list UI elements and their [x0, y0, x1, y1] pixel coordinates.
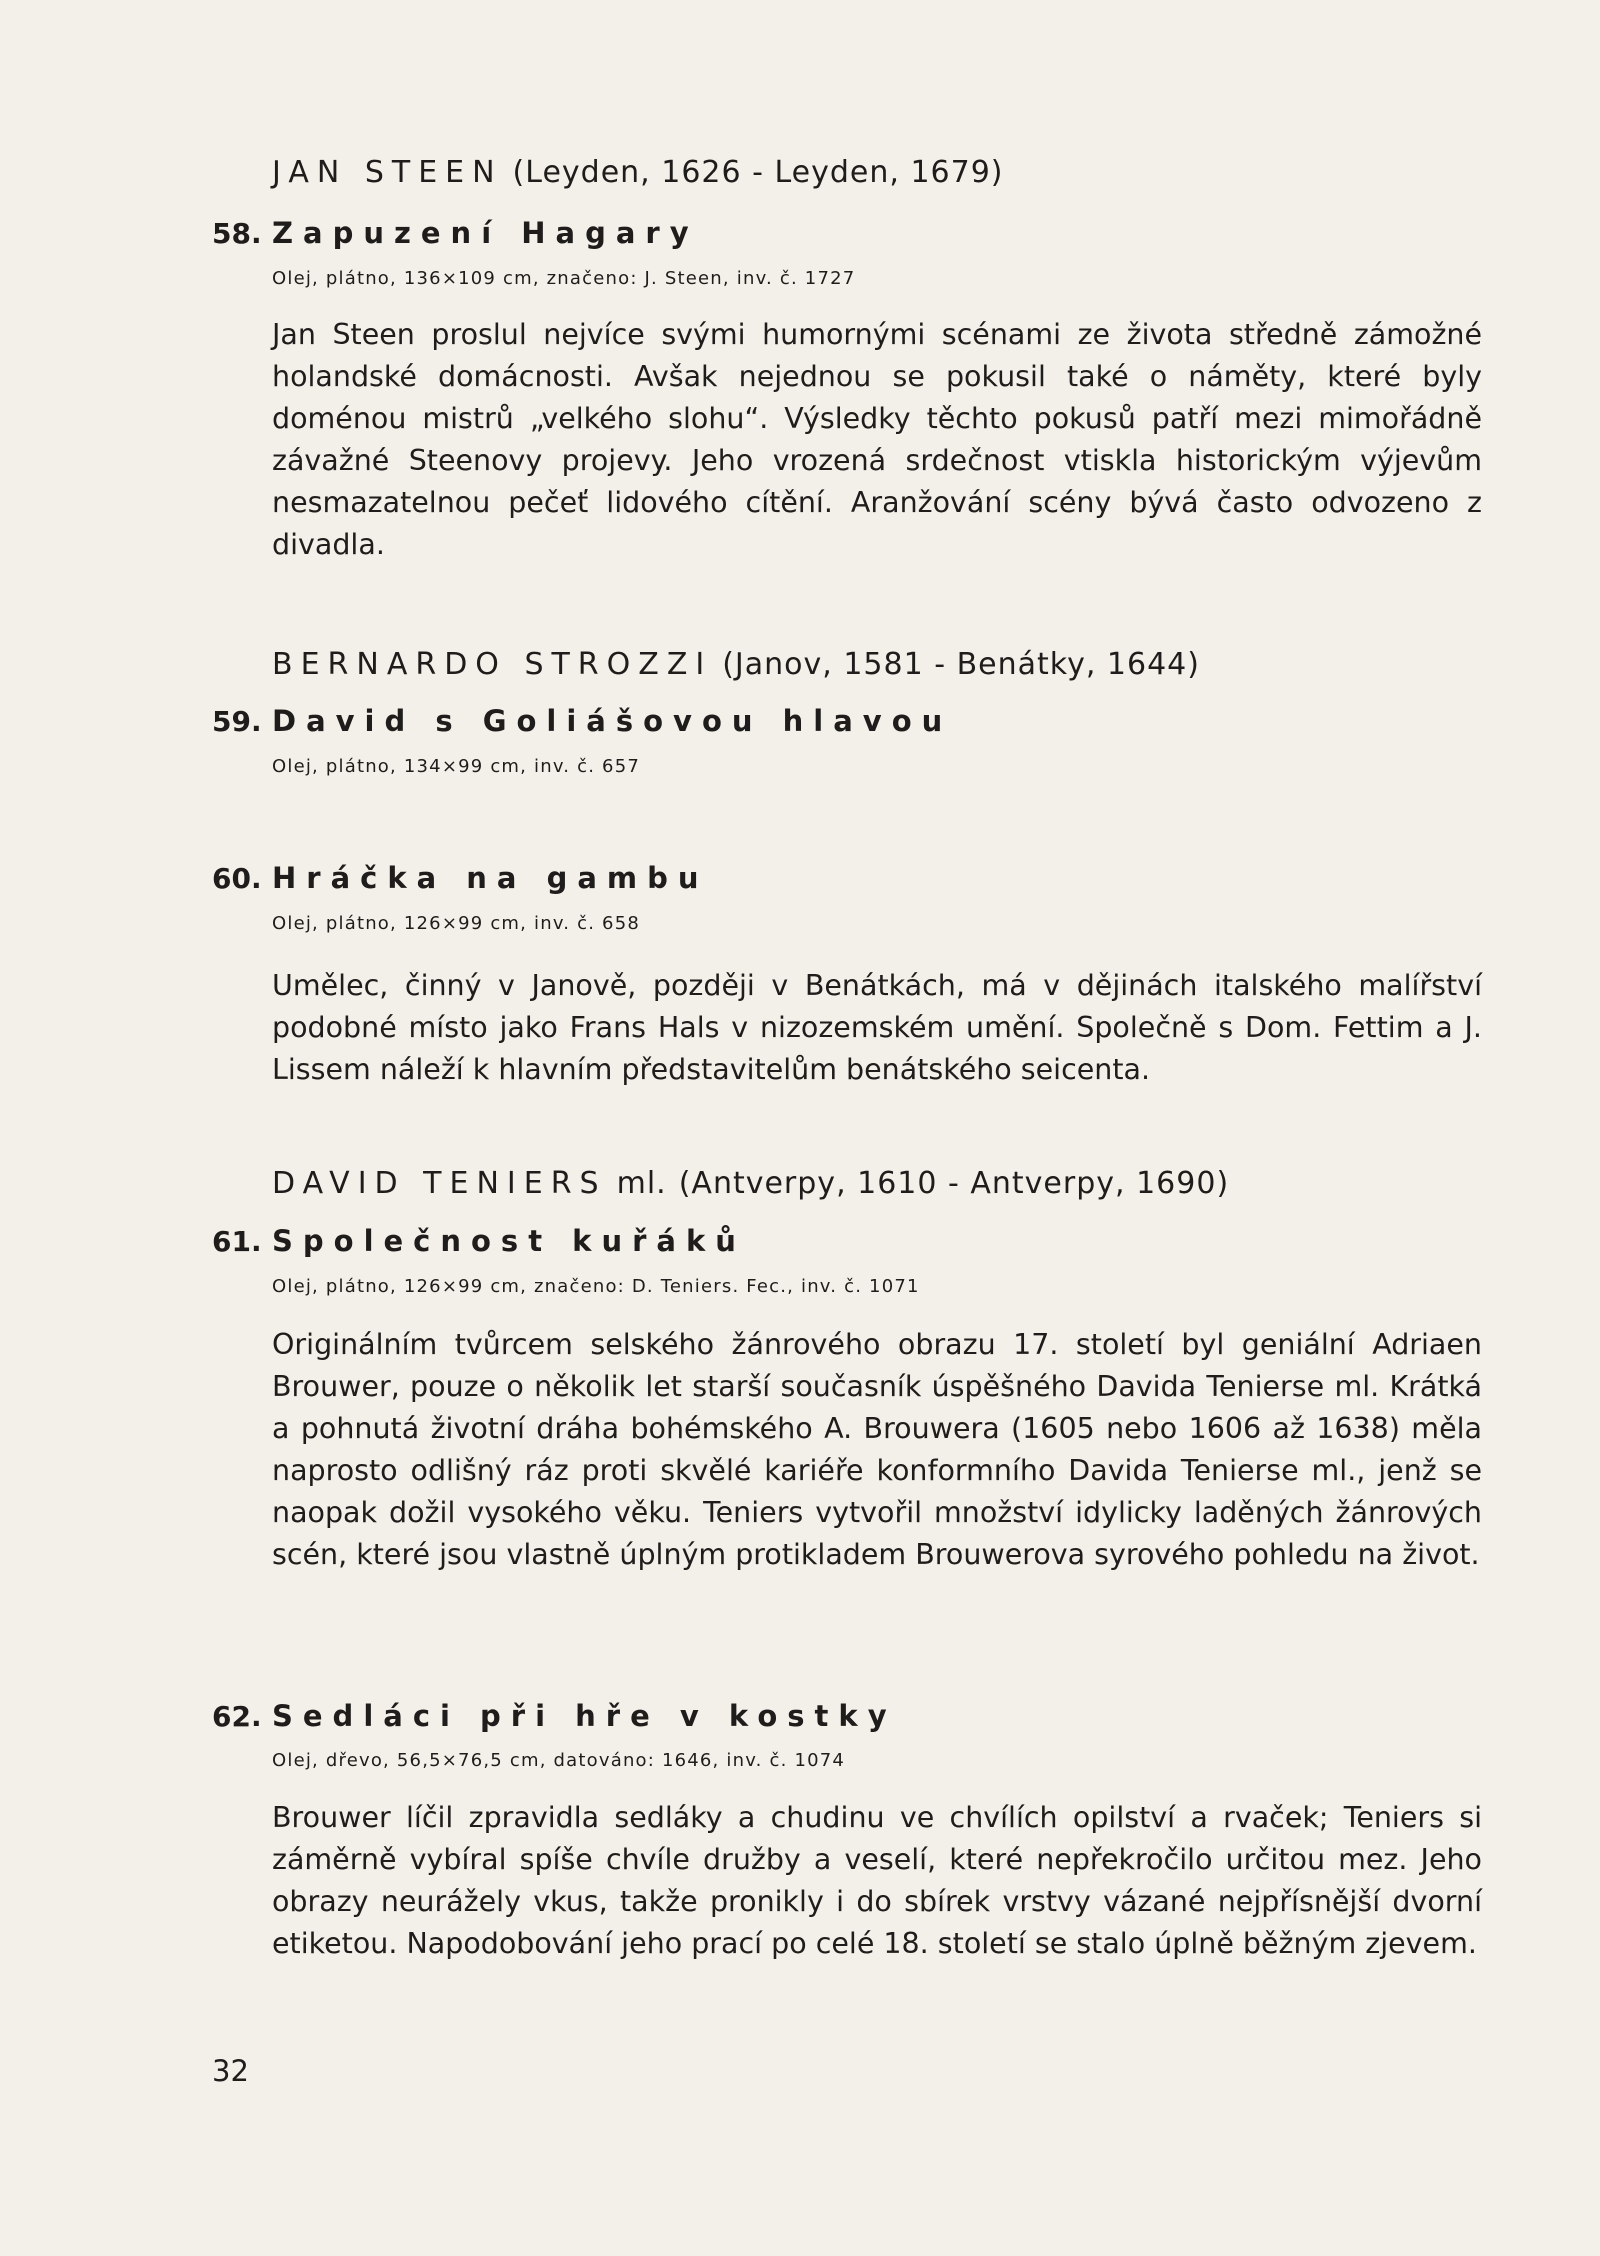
- entry-number-61: 61.: [212, 1225, 262, 1258]
- artist-dates: (Janov, 1581 - Benátky, 1644): [722, 647, 1200, 682]
- artist-name: BERNARDO STROZZI: [272, 647, 713, 682]
- entry-number-59: 59.: [212, 705, 262, 738]
- entry-number-62: 62.: [212, 1700, 262, 1733]
- entry-title-60: Hráčka na gambu: [272, 861, 709, 895]
- artist-dates: (Leyden, 1626 - Leyden, 1679): [512, 155, 1004, 190]
- entry-meta-60: Olej, plátno, 126×99 cm, inv. č. 658: [272, 913, 641, 934]
- entry-meta-62: Olej, dřevo, 56,5×76,5 cm, datováno: 1646, inv. č. 1074: [272, 1750, 846, 1771]
- entry-number-60: 60.: [212, 862, 262, 895]
- entry-title-59: David s Goliášovou hlavou: [272, 704, 953, 738]
- artist-name: JAN STEEN: [272, 155, 503, 190]
- entry-text-61: Originálním tvůrcem selského žánrového obrazu 17. století byl geniální Adriaen Brouwer, pouze o několik let starší současník úspěšného Davida Tenierse ml. Krátká a pohnutá životní dráha bohémského A. Brouwera (1605 nebo 1606 až 1638) měla naprosto odlišný ráz proti skvělé kariéře konformního Davida Tenierse ml., jenž se naopak dožil vysokého věku. Teniers vytvořil množství idylicky laděných žánrových scén, které jsou vlastně úplným protikladem Brouwerova syrového pohledu na život.: [272, 1328, 1482, 1571]
- entry-text-62: Brouwer líčil zpravidla sedláky a chudinu ve chvílích opilství a rvaček; Teniers si záměrně vybíral spíše chvíle družby a veselí, které nepřekročilo určitou mez. Jeho obrazy neurážely vkus, takže pronikly i do sbírek vrstvy vázané nejpřísnější dvorní etiketou. Napodobování jeho prací po celé 18. století se stalo úplně běžným zjevem.: [272, 1801, 1482, 1960]
- artist-heading-jan-steen: [272, 155, 1004, 190]
- entry-meta-58: Olej, plátno, 136×109 cm, značeno: J. Steen, inv. č. 1727: [272, 268, 856, 289]
- page-number: 32: [212, 2054, 249, 2088]
- entry-title-62: Sedláci při hře v kostky: [272, 1699, 897, 1733]
- artist-suffix: ml.: [616, 1166, 667, 1201]
- entry-meta-59: Olej, plátno, 134×99 cm, inv. č. 657: [272, 756, 641, 777]
- entry-number-58: 58.: [212, 217, 262, 250]
- artist-dates: (Antverpy, 1610 - Antverpy, 1690): [678, 1166, 1230, 1201]
- artist-name: DAVID TENIERS: [272, 1166, 607, 1201]
- artist-heading-david-teniers: [272, 1166, 1229, 1201]
- entry-meta-61: Olej, plátno, 126×99 cm, značeno: D. Teniers. Fec., inv. č. 1071: [272, 1276, 920, 1297]
- entry-title-61: Společnost kuřáků: [272, 1224, 746, 1258]
- entry-text-60: Umělec, činný v Janově, později v Benátkách, má v dějinách italského malířství podobné místo jako Frans Hals v nizozemském umění. Společně s Dom. Fettim a J. Lissem náleží k hlavním představitelům benátského seicenta.: [272, 969, 1482, 1086]
- artist-heading-bernardo-strozzi: [272, 647, 1200, 682]
- entry-title-58: Zapuzení Hagary: [272, 216, 699, 250]
- entry-text-58: Jan Steen proslul nejvíce svými humornými scénami ze života středně zámožné holandské domácnosti. Avšak nejednou se pokusil také o náměty, které byly doménou mistrů „velkého slohu“. Výsledky těchto pokusů patří mezi mimořádně závažné Steenovy projevy. Jeho vrozená srdečnost vtiskla historickým výjevům nesmazatelnou pečeť lidového cítění. Aranžování scény bývá často odvozeno z divadla.: [272, 318, 1482, 561]
